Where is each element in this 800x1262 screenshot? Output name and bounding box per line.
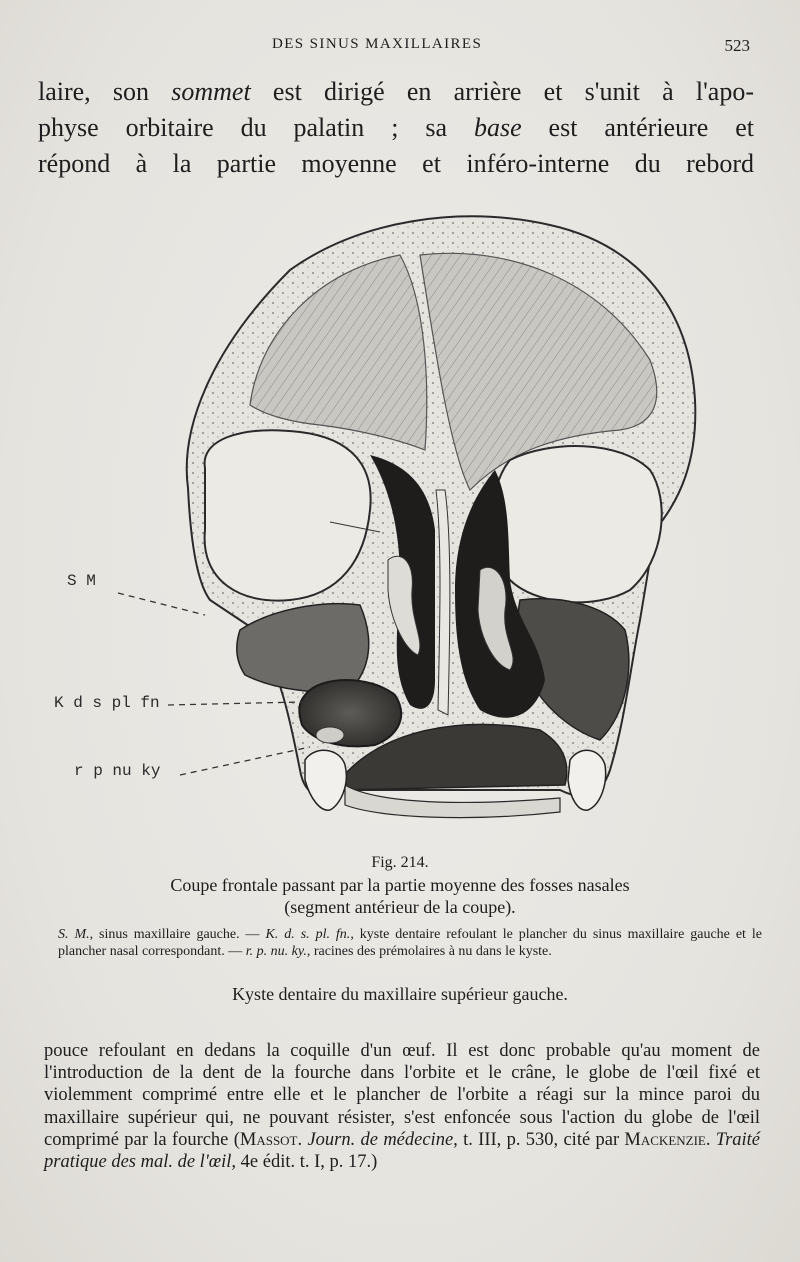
page-number: 523 (724, 36, 750, 55)
text-run: laire, son (38, 77, 172, 106)
legend-text: , kyste dentaire refoulant le plancher du sinus maxillaire gauche et le plancher nasal correspondant. — (58, 927, 762, 959)
text-line: répond à la partie moyenne et inféro-interne du rebord (38, 149, 754, 178)
legend-abbr: S. M. (58, 927, 90, 942)
figure-title-line: (segment antérieur de la coupe). (284, 897, 516, 917)
leader-line-cyst (168, 702, 302, 705)
anatomical-figure (40, 200, 760, 850)
legend-abbr: r. p. nu. ky. (245, 944, 307, 959)
text-run: 4e édit. t. I, p. 17.) (236, 1152, 378, 1173)
author-name: Massot (239, 1129, 298, 1150)
figure-title (40, 874, 760, 918)
right-molar (568, 750, 606, 810)
running-head (0, 36, 800, 58)
text-run: . (705, 1129, 716, 1150)
legend-text: , racines des prémolaires à nu dans le kyste. (306, 944, 552, 959)
text-run: est dirigé en arrière et s'unit à l'apo- (250, 77, 754, 106)
running-title: DES SINUS MAXILLAIRES (272, 36, 483, 52)
text-run: physe orbitaire du palatin ; sa (38, 113, 474, 142)
body-paragraph (44, 1040, 760, 1173)
left-molar (305, 750, 346, 810)
label-kdsplfn: K d s pl fn (54, 694, 160, 712)
top-paragraph (38, 74, 754, 182)
figure-subtitle: Kyste dentaire du maxillaire supérieur gauche. (232, 984, 568, 1004)
journal-title: Journ. de médecine, (307, 1129, 458, 1150)
text-line (38, 110, 754, 146)
figure-title-line: Coupe frontale passant par la partie moyenne des fosses nasales (170, 875, 630, 895)
leader-line-roots (180, 747, 310, 775)
figure-number: Fig. 214. (371, 854, 429, 871)
text-run: est antérieure et (521, 113, 754, 142)
author-name: Mackenzie (624, 1129, 706, 1150)
italic-term: base (473, 113, 522, 142)
premolar-roots (316, 727, 344, 743)
right-orbit (493, 446, 662, 602)
text-run: pouce refoulant en dedans la coquille d'un œuf. Il est donc probable qu'au moment de l'introduction de la dent de la fourche dans l'orbite et le crâne, le globe de l'œil fixé et violemment comprimé entre elle et le plancher de l'orbite a réagi sur la mince paroi du maxillaire supérieur qui, ne pouvant résister, s'est enfoncée sous l'action du globe de l'œil comprimé par la fourche ( (44, 1041, 760, 1150)
legend-text: , sinus maxillaire gauche. — (89, 927, 266, 942)
book-title: Traité pratique des mal. de l'œil, (44, 1129, 761, 1173)
label-rpnuky: r p nu ky (74, 762, 161, 780)
skull-section-drawing (40, 200, 760, 850)
dental-cyst (299, 680, 401, 746)
figure-legend (58, 926, 762, 960)
legend-abbr: K. d. s. pl. fn. (265, 927, 351, 942)
text-run: t. III, p. 530, cité par (457, 1129, 625, 1150)
text-line (38, 74, 754, 110)
text-run: . (297, 1129, 308, 1150)
label-sm: S M (67, 572, 96, 590)
leader-line-sm (118, 593, 205, 615)
italic-term: sommet (171, 77, 251, 106)
